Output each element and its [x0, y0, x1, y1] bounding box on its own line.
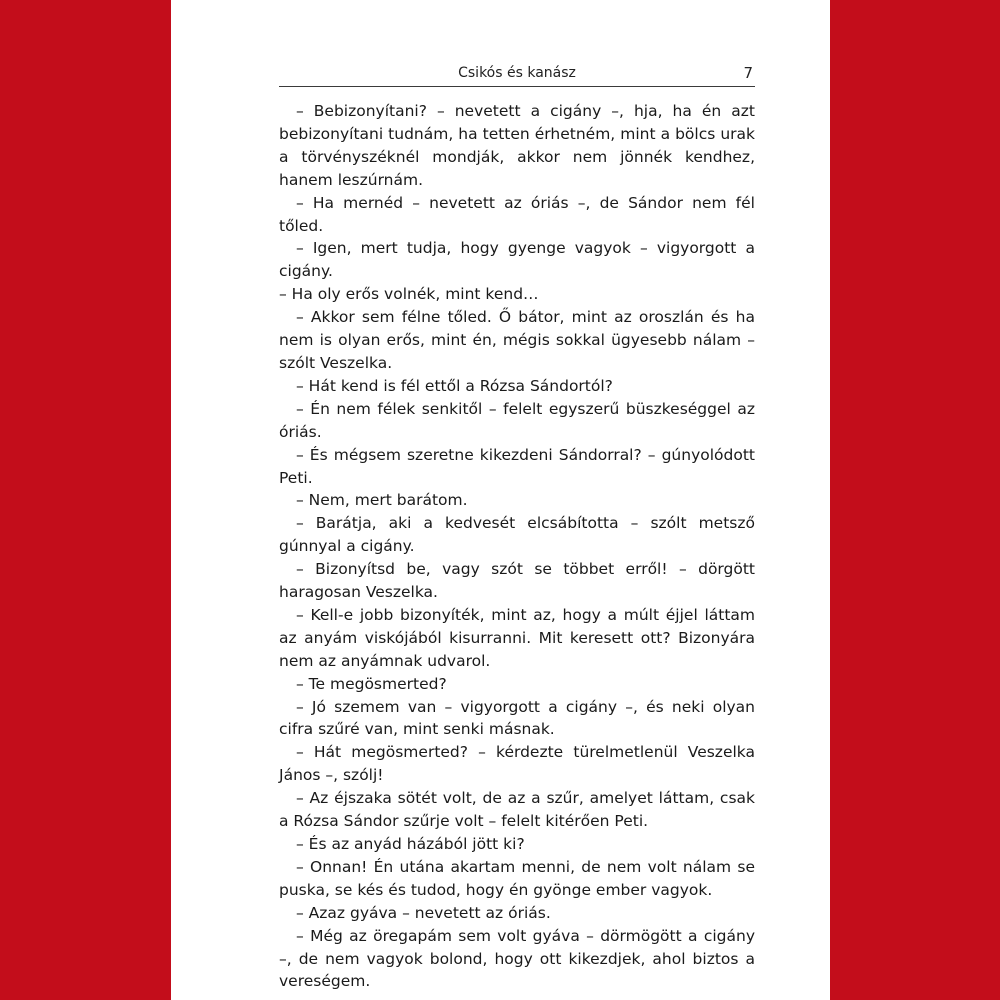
paragraph: – Onnan! Én utána akartam menni, de nem volt nálam se puska, se kés és tudod, hogy én gyönge ember vagyok. [279, 857, 755, 899]
paragraph: – És az anyád házából jött ki? [296, 835, 525, 853]
paragraph: – Barátja, aki a kedvesét elcsábította – szólt metsző gúnnyal a cigány. [279, 514, 755, 556]
paragraph: – Hát megösmerted? – kérdezte türelmetlenül Veszelka János –, szólj! [279, 743, 755, 785]
paragraph: – Bizonyítsd be, vagy szót se többet erről! – dörgött haragosan Veszelka. [279, 560, 755, 602]
paragraph: – Igen, mert tudja, hogy gyenge vagyok – vigyorgott a cigány. [279, 239, 755, 281]
paragraph: – Még az öregapám sem volt gyáva – dörmögött a cigány –, de nem vagyok bolond, hogy ott kikezdjek, ahol biztos a vereségem. [279, 926, 755, 991]
paragraph: – Te megösmerted? [296, 674, 447, 693]
paragraph: – Az éjszaka sötét volt, de az a szűr, amelyet láttam, csak a Rózsa Sándor szűrje volt – felelt kitérően Peti. [279, 789, 755, 831]
paragraph: – Ha oly erős volnék, mint kend… [279, 285, 539, 304]
paragraph: – Ha mernéd – nevetett az óriás –, de Sándor nem fél tőled. [279, 193, 755, 235]
paragraph: – Azaz gyáva – nevetett az óriás. [296, 903, 551, 922]
paragraph: – Jó szemem van – vigyorgott a cigány –, és neki olyan cifra szűré van, mint senki másnak. [279, 697, 755, 739]
paragraph: – Én nem félek senkitől – felelt egyszerű büszkeséggel az óriás. [279, 399, 755, 441]
paragraph: – Akkor sem félne tőled. Ő bátor, mint az oroszlán és ha nem is olyan erős, mint én, mégis sokkal ügyesebb nálam – szólt Veszelka. [279, 308, 755, 372]
paragraph: – Nem, mert barátom. [296, 491, 468, 510]
paragraph: – Hát kend is fél ettől a Rózsa Sándortól? [296, 376, 613, 395]
paragraph: – Kell-e jobb bizonyíték, mint az, hogy a múlt éjjel láttam az anyám viskójából kisurranni. Mit keresett ott? Bizonyára nem az anyámnak udvarol. [279, 605, 755, 670]
page-number: 7 [743, 64, 753, 82]
paragraph: – Bebizonyítani? – nevetett a cigány –, hja, ha én azt bebizonyítani tudnám, ha tetten érhetném, mint a bölcs urak a törvényszéknél mondják, akkor nem jönnék kendhez, hanem leszúrnám. [279, 102, 755, 189]
body-text [279, 100, 755, 993]
running-header [279, 64, 755, 87]
book-page [171, 0, 830, 1000]
paragraph: – És mégsem szeretne kikezdeni Sándorral? – gúnyolódott Peti. [279, 445, 755, 487]
running-title: Csikós és kanász [458, 65, 576, 81]
